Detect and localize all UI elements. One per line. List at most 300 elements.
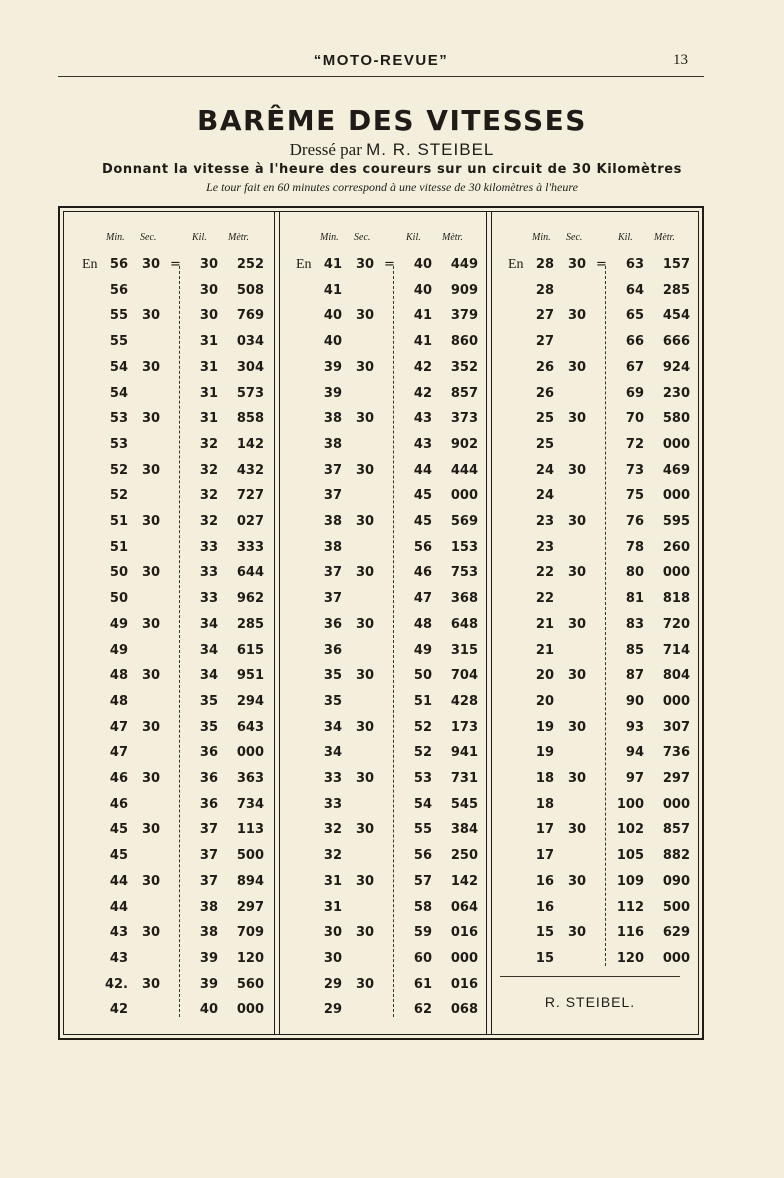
metres: 573 (236, 385, 264, 401)
minutes: 36 (323, 616, 342, 632)
kilometres: 39 (199, 976, 218, 992)
table-row (490, 355, 700, 380)
metres: 444 (450, 462, 478, 478)
minutes: 47 (109, 745, 128, 761)
kilometres: 75 (625, 488, 644, 504)
minutes: 55 (109, 334, 128, 350)
metres: 569 (450, 514, 478, 529)
minutes: 26 (535, 359, 554, 375)
minutes: 16 (535, 873, 554, 889)
table-row (490, 535, 700, 560)
minutes: 42 (109, 1002, 128, 1018)
brace-line (393, 266, 394, 1017)
seconds: 30 (142, 411, 161, 427)
minutes: 55 (109, 308, 128, 324)
table-row (278, 355, 488, 380)
en-label: En (508, 257, 524, 272)
minutes: 36 (323, 642, 342, 658)
metres: 769 (236, 308, 264, 324)
kilometres: 116 (616, 925, 644, 941)
table-row (64, 586, 274, 611)
minutes: 18 (535, 796, 554, 812)
minutes: 32 (323, 848, 342, 864)
kilometres: 33 (199, 591, 218, 607)
minutes: 24 (535, 462, 554, 478)
seconds: 30 (356, 257, 375, 272)
seconds: 30 (356, 462, 375, 478)
metres: 157 (662, 257, 690, 272)
metres: 894 (236, 873, 264, 889)
table-row (64, 689, 274, 714)
metres: 545 (450, 796, 478, 812)
minutes: 38 (323, 411, 342, 427)
seconds: 30 (568, 411, 587, 427)
table-row (278, 509, 488, 534)
header-kil: Kil. (618, 232, 633, 243)
kilometres: 32 (199, 462, 218, 478)
minutes: 54 (109, 385, 128, 401)
kilometres: 45 (413, 488, 432, 504)
kilometres: 65 (625, 308, 644, 324)
metres: 000 (662, 565, 690, 581)
minutes: 38 (323, 514, 342, 529)
metres: 373 (450, 411, 478, 427)
kilometres: 120 (616, 950, 644, 966)
metres: 120 (236, 950, 264, 966)
table-row (490, 895, 700, 920)
table-row (64, 997, 274, 1022)
minutes: 41 (323, 282, 342, 298)
table-row (278, 817, 488, 842)
minutes: 49 (109, 616, 128, 632)
author-name: M. R. STEIBEL (366, 140, 495, 159)
table-row (278, 895, 488, 920)
table-row (490, 843, 700, 868)
table-row (278, 381, 488, 406)
minutes: 17 (535, 822, 554, 838)
table-row (278, 920, 488, 945)
metres: 304 (236, 359, 264, 375)
table-row (278, 869, 488, 894)
table-row (64, 381, 274, 406)
metres: 432 (236, 462, 264, 478)
seconds: 30 (356, 616, 375, 632)
metres: 230 (662, 385, 690, 401)
minutes: 35 (323, 693, 342, 709)
kilometres: 61 (413, 976, 432, 992)
metres: 909 (450, 282, 478, 298)
metres: 384 (450, 822, 478, 838)
metres: 016 (450, 976, 478, 992)
metres: 454 (662, 308, 690, 324)
table-row (64, 278, 274, 303)
table-row (490, 612, 700, 637)
page-title: BARÊME DES VITESSES (197, 104, 587, 137)
kilometres: 38 (199, 899, 218, 915)
kilometres: 42 (413, 385, 432, 401)
seconds: 30 (142, 873, 161, 889)
metres: 142 (236, 436, 264, 452)
table-row (490, 740, 700, 765)
kilometres: 35 (199, 693, 218, 709)
metres: 294 (236, 693, 264, 709)
header-metr: Mètr. (442, 232, 463, 243)
kilometres: 80 (625, 565, 644, 581)
seconds: 30 (356, 359, 375, 375)
minutes: 48 (109, 668, 128, 684)
metres: 500 (236, 848, 264, 864)
kilometres: 56 (413, 848, 432, 864)
en-label: En (296, 257, 312, 272)
table-row (278, 638, 488, 663)
seconds: 30 (356, 822, 375, 838)
metres: 629 (662, 925, 690, 941)
metres: 951 (236, 668, 264, 684)
seconds: 30 (568, 257, 587, 272)
minutes: 47 (109, 719, 128, 735)
metres: 666 (662, 334, 690, 350)
table-row (490, 252, 700, 277)
minutes: 29 (323, 1002, 342, 1018)
minutes: 30 (323, 950, 342, 966)
seconds: 30 (142, 308, 161, 324)
metres: 027 (236, 514, 264, 529)
minutes: 19 (535, 719, 554, 735)
kilometres: 100 (616, 796, 644, 812)
minutes: 37 (323, 462, 342, 478)
kilometres: 57 (413, 873, 432, 889)
kilometres: 105 (616, 848, 644, 864)
kilometres: 32 (199, 488, 218, 504)
metres: 068 (450, 1002, 478, 1018)
kilometres: 37 (199, 873, 218, 889)
metres: 714 (662, 642, 690, 658)
table-row (490, 946, 700, 971)
metres: 615 (236, 642, 264, 658)
kilometres: 30 (199, 282, 218, 298)
minutes: 52 (109, 488, 128, 504)
table-row (278, 740, 488, 765)
minutes: 41 (323, 257, 342, 272)
table-row (64, 817, 274, 842)
kilometres: 31 (199, 411, 218, 427)
metres: 924 (662, 359, 690, 375)
table-row (490, 920, 700, 945)
kilometres: 78 (625, 539, 644, 555)
metres: 962 (236, 591, 264, 607)
kilometres: 55 (413, 822, 432, 838)
metres: 560 (236, 976, 264, 992)
kilometres: 47 (413, 591, 432, 607)
seconds: 30 (568, 668, 587, 684)
metres: 113 (236, 822, 264, 838)
minutes: 28 (535, 282, 554, 298)
metres: 580 (662, 411, 690, 427)
header-sec: Sec. (140, 232, 157, 243)
kilometres: 30 (199, 308, 218, 324)
seconds: 30 (142, 359, 161, 375)
brace-line (179, 266, 180, 1017)
minutes: 37 (323, 565, 342, 581)
equals-sign: = (384, 257, 395, 272)
kilometres: 60 (413, 950, 432, 966)
kilometres: 39 (199, 950, 218, 966)
minutes: 18 (535, 771, 554, 786)
equals-sign: = (170, 257, 181, 272)
metres: 860 (450, 334, 478, 350)
table-row (490, 766, 700, 791)
kilometres: 37 (199, 848, 218, 864)
table-row (490, 689, 700, 714)
seconds: 30 (142, 719, 161, 735)
table-column-1 (64, 208, 274, 1038)
kilometres: 38 (199, 925, 218, 941)
journal-name: “MOTO-REVUE” (313, 52, 449, 69)
table-row (490, 663, 700, 688)
kilometres: 41 (413, 334, 432, 350)
kilometres: 66 (625, 334, 644, 350)
kilometres: 90 (625, 693, 644, 709)
seconds: 30 (142, 668, 161, 684)
table-row (64, 560, 274, 585)
metres: 882 (662, 848, 690, 864)
table-row (278, 843, 488, 868)
seconds: 30 (142, 976, 161, 992)
metres: 363 (236, 771, 264, 786)
minutes: 39 (323, 385, 342, 401)
table-row (64, 458, 274, 483)
table-row (490, 458, 700, 483)
kilometres: 34 (199, 668, 218, 684)
kilometres: 93 (625, 719, 644, 735)
metres: 857 (450, 385, 478, 401)
kilometres: 52 (413, 719, 432, 735)
header-kil: Kil. (192, 232, 207, 243)
kilometres: 37 (199, 822, 218, 838)
minutes: 46 (109, 771, 128, 786)
seconds: 30 (142, 257, 161, 272)
table-row (64, 895, 274, 920)
seconds: 30 (568, 822, 587, 838)
author-prefix: Dressé par (289, 140, 362, 159)
minutes: 27 (535, 308, 554, 324)
kilometres: 58 (413, 899, 432, 915)
kilometres: 30 (199, 257, 218, 272)
metres: 090 (662, 873, 690, 889)
table-row (64, 406, 274, 431)
seconds: 30 (356, 873, 375, 889)
minutes: 37 (323, 591, 342, 607)
table-row (278, 663, 488, 688)
minutes: 53 (109, 411, 128, 427)
metres: 352 (450, 359, 478, 375)
metres: 643 (236, 719, 264, 735)
metres: 368 (450, 591, 478, 607)
signature-rule (500, 976, 680, 977)
seconds: 30 (568, 771, 587, 786)
metres: 000 (662, 693, 690, 709)
metres: 173 (450, 719, 478, 735)
table-row (64, 612, 274, 637)
metres: 379 (450, 308, 478, 324)
table-row (490, 869, 700, 894)
minutes: 49 (109, 642, 128, 658)
header-sec: Sec. (354, 232, 371, 243)
header-kil: Kil. (406, 232, 421, 243)
table-row (490, 329, 700, 354)
minutes: 15 (535, 925, 554, 941)
minutes: 34 (323, 719, 342, 735)
minutes: 39 (323, 359, 342, 375)
table-row (278, 997, 488, 1022)
kilometres: 40 (413, 282, 432, 298)
table-row (278, 535, 488, 560)
minutes: 37 (323, 488, 342, 504)
metres: 595 (662, 514, 690, 529)
seconds: 30 (356, 514, 375, 529)
kilometres: 43 (413, 411, 432, 427)
minutes: 56 (109, 257, 128, 272)
seconds: 30 (568, 616, 587, 632)
seconds: 30 (356, 411, 375, 427)
metres: 333 (236, 539, 264, 555)
table-row (278, 612, 488, 637)
minutes: 17 (535, 848, 554, 864)
seconds: 30 (142, 462, 161, 478)
kilometres: 73 (625, 462, 644, 478)
minutes: 52 (109, 462, 128, 478)
table-column-3 (490, 208, 700, 1038)
minutes: 35 (323, 668, 342, 684)
seconds: 30 (568, 873, 587, 889)
minutes: 46 (109, 796, 128, 812)
table-row (64, 252, 274, 277)
minutes: 48 (109, 693, 128, 709)
table-row (278, 329, 488, 354)
table-row (64, 355, 274, 380)
metres: 648 (450, 616, 478, 632)
minutes: 20 (535, 668, 554, 684)
seconds: 30 (142, 565, 161, 581)
kilometres: 81 (625, 591, 644, 607)
kilometres: 50 (413, 668, 432, 684)
seconds: 30 (356, 771, 375, 786)
minutes: 30 (323, 925, 342, 941)
metres: 804 (662, 668, 690, 684)
metres: 508 (236, 282, 264, 298)
minutes: 23 (535, 514, 554, 529)
metres: 000 (236, 1002, 264, 1018)
column-header-row (64, 232, 274, 248)
metres: 858 (236, 411, 264, 427)
minutes: 51 (109, 514, 128, 529)
kilometres: 43 (413, 436, 432, 452)
minutes: 45 (109, 822, 128, 838)
minutes: 44 (109, 899, 128, 915)
minutes: 26 (535, 385, 554, 401)
en-label: En (82, 257, 98, 272)
metres: 000 (662, 796, 690, 812)
kilometres: 87 (625, 668, 644, 684)
minutes: 15 (535, 950, 554, 966)
table-row (64, 638, 274, 663)
author-line (0, 140, 784, 160)
table-row (64, 663, 274, 688)
metres: 000 (450, 488, 478, 504)
metres: 734 (236, 796, 264, 812)
seconds: 30 (568, 308, 587, 324)
kilometres: 36 (199, 796, 218, 812)
table-row (278, 303, 488, 328)
minutes: 33 (323, 771, 342, 786)
minutes: 38 (323, 436, 342, 452)
metres: 736 (662, 745, 690, 761)
table-row (278, 483, 488, 508)
metres: 285 (662, 282, 690, 298)
minutes: 16 (535, 899, 554, 915)
table-row (64, 535, 274, 560)
equals-sign: = (596, 257, 607, 272)
kilometres: 94 (625, 745, 644, 761)
seconds: 30 (142, 925, 161, 941)
kilometres: 52 (413, 745, 432, 761)
minutes: 56 (109, 282, 128, 298)
metres: 704 (450, 668, 478, 684)
minutes: 33 (323, 796, 342, 812)
metres: 142 (450, 873, 478, 889)
table-row (490, 792, 700, 817)
kilometres: 102 (616, 822, 644, 838)
table-row (64, 740, 274, 765)
kilometres: 35 (199, 719, 218, 735)
metres: 428 (450, 693, 478, 709)
table-row (278, 586, 488, 611)
table-row (64, 972, 274, 997)
kilometres: 31 (199, 385, 218, 401)
kilometres: 40 (413, 257, 432, 272)
kilometres: 54 (413, 796, 432, 812)
metres: 297 (236, 899, 264, 915)
metres: 260 (662, 539, 690, 555)
kilometres: 76 (625, 514, 644, 529)
table-row (64, 329, 274, 354)
kilometres: 62 (413, 1002, 432, 1018)
minutes: 27 (535, 334, 554, 350)
header-metr: Mètr. (654, 232, 675, 243)
note: Le tour fait en 60 minutes correspond à une vitesse de 30 kilomètres à l'heure (206, 180, 578, 194)
kilometres: 53 (413, 771, 432, 786)
kilometres: 72 (625, 436, 644, 452)
minutes: 28 (535, 257, 554, 272)
kilometres: 34 (199, 642, 218, 658)
seconds: 30 (142, 514, 161, 529)
metres: 500 (662, 899, 690, 915)
kilometres: 44 (413, 462, 432, 478)
table-row (278, 972, 488, 997)
minutes: 40 (323, 308, 342, 324)
table-row (278, 458, 488, 483)
header-min: Min. (106, 232, 125, 243)
seconds: 30 (142, 616, 161, 632)
metres: 000 (662, 488, 690, 504)
minutes: 50 (109, 591, 128, 607)
kilometres: 97 (625, 771, 644, 786)
kilometres: 31 (199, 359, 218, 375)
minutes: 21 (535, 642, 554, 658)
table-row (490, 638, 700, 663)
metres: 727 (236, 488, 264, 504)
minutes: 34 (323, 745, 342, 761)
